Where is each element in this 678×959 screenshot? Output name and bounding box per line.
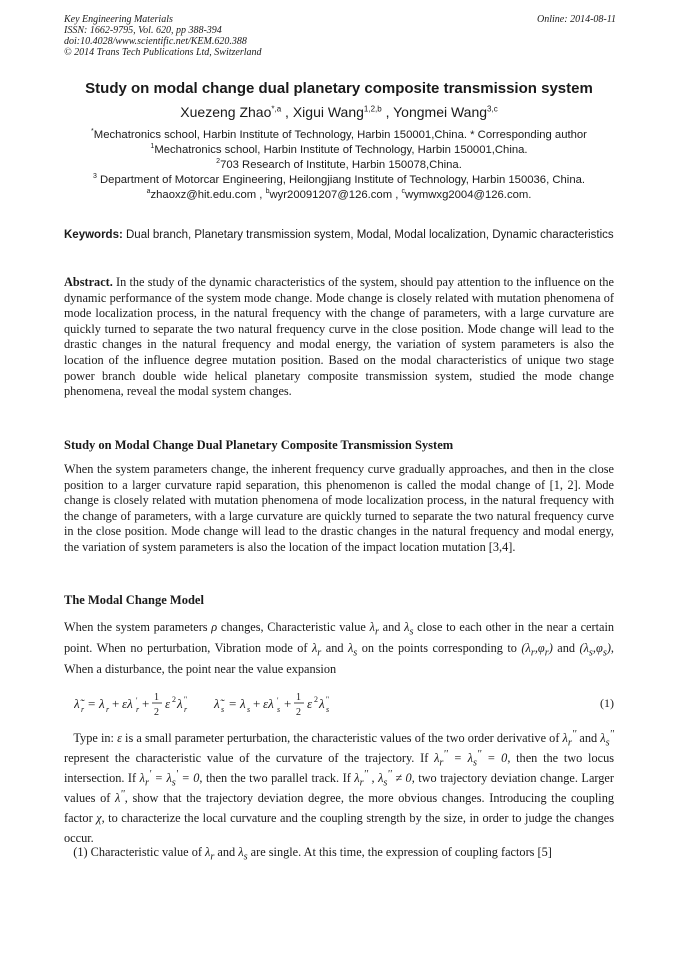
author-name: Xuezeng Zhao [180,104,272,120]
equation-1 [64,688,614,722]
author-name: Yongmei Wang [393,104,488,120]
copyright: © 2014 Trans Tech Publications Ltd, Switzerland [64,47,262,58]
svg-text:2: 2 [154,707,159,718]
affiliation-line [40,128,638,143]
svg-text:s: s [247,705,251,714]
svg-text:λ: λ [319,696,325,711]
author-name: Xigui Wang [292,104,364,120]
email-link[interactable]: zhaoxz@hit.edu.com [150,189,257,201]
text-run: and [552,641,580,655]
email-marker: a [146,188,151,196]
affiliation-marker: 2 [216,158,221,166]
doi: doi:10.4028/www.scientific.net/KEM.620.388 [64,36,247,47]
svg-text:ελ: ελ [263,696,274,711]
math-lambda-r-dd: $\lambda_r''$ [562,728,577,749]
section-paragraph [64,842,614,863]
svg-text:'': '' [326,695,329,704]
math-lambda-dd: λ'' [115,788,125,805]
affiliations [40,128,638,203]
svg-text:1: 1 [154,692,159,703]
email-link[interactable]: wymwxg2004@126.com. [405,189,532,201]
math-epsilon: ε [117,731,122,745]
affiliation-line [40,173,638,188]
text-run: Type in: [73,731,118,745]
text-run: and [214,845,239,859]
section-paragraph [64,617,614,680]
svg-text:s: s [221,705,225,714]
svg-text:2: 2 [172,695,176,704]
svg-text:r: r [81,705,85,714]
svg-text:λ: λ [240,696,246,711]
svg-text:=: = [88,696,96,711]
affiliation-text: Department of Motorcar Engineering, Heilongjiang Institute of Technology, Harbin 150036, China. [96,174,586,186]
issn: ISSN: 1662-9795, Vol. 620, pp 388-394 [64,25,222,36]
math-rho: ρ [211,620,218,634]
svg-text:ε: ε [165,696,171,711]
author-superscript: 3,c [487,104,498,114]
svg-text:λ: λ [177,696,183,711]
svg-text:r: r [136,705,140,714]
math-lambda-r: $\lambda_r$ [311,641,322,659]
text-run: changes, Characteristic value [217,620,370,634]
abstract-text: In the study of the dynamic characteristics of the system, should pay attention to the influence on the dynamic performance of the system mode change. Mode change is closely related with mutation phenomena of mode localization process, in the natural frequency with the change of parameters, with a large curvature are quickly turned to separate the two natural frequency curve in the close position. Mode change will lead to the drastic changes in the natural frequency and modal energy, the variation of system parameters is also the location of the influence degree mutation position. Based on the modal characteristics of unique two stage power branch double wide helical planetary composite transmission system, studied the mode change phenomena, reveal the modal system changes. [64,275,614,399]
text-run: , then the two parallel track. If [199,771,355,785]
affiliation-marker: 1 [150,143,155,151]
svg-text:': ' [136,696,138,705]
math-lambda-s: $\lambda_s$ [347,641,358,659]
section-paragraph: When the system parameters change, the inherent frequency curve gradually approaches, and then in the close position to a larger curvature rapid separation, this phenomenon is called the modal change of [1, 2]. Mode change is closely related with mutation phenomena of mode localization process, in the natural frequency with the change of parameters, with a large curvature are quickly turned to separate the two natural frequency curve in the close position. Mode change will lead to the drastic changes in the natural frequency and modal energy, the variation of system parameters is also the location of the impact location mutation [3,4]. [64,462,614,554]
svg-text:ε: ε [307,696,313,711]
text-run: , show that the trajectory deviation degree, the more obvious changes. Introducing the coupling factor [64,791,615,825]
svg-text:+: + [112,696,120,711]
svg-text:ελ: ελ [122,696,133,711]
email-separator: , [392,189,402,201]
affiliation-line [40,158,638,173]
text-run: represent the characteristic value of the curvature of the trajectory. If [64,751,435,765]
email-link[interactable]: wyr20091207@126.com [269,189,393,201]
text-run: and [321,641,348,655]
text-run: close to each other in the near a certain point. When no perturbation, Vibration mode of [64,620,615,655]
section-paragraph [64,728,614,848]
keywords-label: Keywords: [64,229,123,241]
math-cond-nonzero: $\lambda_r''$ , $\lambda_s'' \ne 0$ [354,768,412,789]
svg-text:λ̃: λ̃ [74,696,80,711]
affiliation-marker: * [91,128,94,136]
keywords-text: Dual branch, Planetary transmission system, Modal, Modal localization, Dynamic characteristics [122,229,614,241]
svg-text:'': '' [184,695,187,704]
online-date: Online: 2014-08-11 [537,14,616,25]
email-separator: , [256,189,266,201]
section-heading: Study on Modal Change Dual Planetary Composite Transmission System [64,438,454,452]
journal-header [64,14,616,58]
keywords [64,227,616,243]
svg-text:λ: λ [99,696,105,711]
affiliation-text: 703 Research of Institute, Harbin 150078,China. [220,159,462,171]
text-run: , When a disturbance, the point near the value expansion [64,641,614,676]
text-run: and [378,620,405,634]
equation-number: (1) [600,696,614,710]
math-lambda-s: $\lambda_s$ [238,845,248,863]
math-pair-s: $(\lambda_s,\varphi_s)$ [579,641,611,659]
svg-text:s: s [326,705,330,714]
author-separator: , [281,104,293,120]
svg-text:1: 1 [296,692,301,703]
svg-text:r: r [106,705,110,714]
abstract [64,275,614,400]
author-list [40,104,638,120]
affiliation-text: Mechatronics school, Harbin Institute of Technology, Harbin 150001,China. [154,144,528,156]
math-lambda-s-dd: $\lambda_s''$ [600,728,614,749]
text-run: , to characterize the local curvature and the coupling strength by the size, in order to judge the changes occur. [64,811,614,845]
email-marker: b [265,188,270,196]
math-pair-r: $(\lambda_r,\varphi_r)$ [521,641,553,659]
text-run: When the system parameters [64,620,212,634]
email-line [40,188,638,203]
svg-text:r: r [184,705,188,714]
svg-text:2: 2 [314,695,318,704]
text-run: (1) Characteristic value of [73,845,206,859]
text-run: is a small parameter perturbation, the characteristic values of the two order derivative of [121,731,563,745]
svg-text:+: + [284,696,292,711]
svg-text:': ' [277,696,279,705]
svg-text:+: + [142,696,150,711]
math-chi: χ [96,811,102,825]
affiliation-marker: 3 [92,173,97,181]
svg-text:2: 2 [296,707,301,718]
abstract-label: Abstract. [64,275,113,289]
svg-text:=: = [229,696,237,711]
svg-text:λ̃: λ̃ [214,696,220,711]
email-marker: c [401,188,406,196]
section-heading: The Modal Change Model [64,593,204,607]
affiliation-text: Mechatronics school, Harbin Institute of Technology, Harbin 150001,China. * Corresponding author [93,129,587,141]
svg-text:+: + [253,696,261,711]
equation-svg [74,688,374,722]
math-lambda-s: $\lambda_s$ [404,620,414,638]
math-lambda-r: $\lambda_r$ [369,620,379,638]
author-superscript: 1,2,b [363,104,382,114]
text-run: and [576,731,601,745]
svg-text:s: s [277,705,281,714]
paper-title: Study on modal change dual planetary composite transmission system [85,80,593,97]
journal-name: Key Engineering Materials [64,14,173,25]
text-run: , then the two locus intersection. If [64,751,615,785]
affiliation-line [40,143,638,158]
math-cond-zero-d: $\lambda_r' = \lambda_s' = 0$ [139,768,200,789]
math-cond-zero-dd: $\lambda_r'' = \lambda_s'' = 0$ [434,748,508,769]
math-lambda-r: $\lambda_r$ [205,845,215,863]
author-superscript: *,a [271,104,282,114]
text-run: on the points corresponding to [357,641,522,655]
text-run: , two trajectory deviation change. Larger values of [64,771,614,805]
author-separator: , [381,104,394,120]
text-run: are single. At this time, the expression of coupling factors [5] [247,845,552,859]
